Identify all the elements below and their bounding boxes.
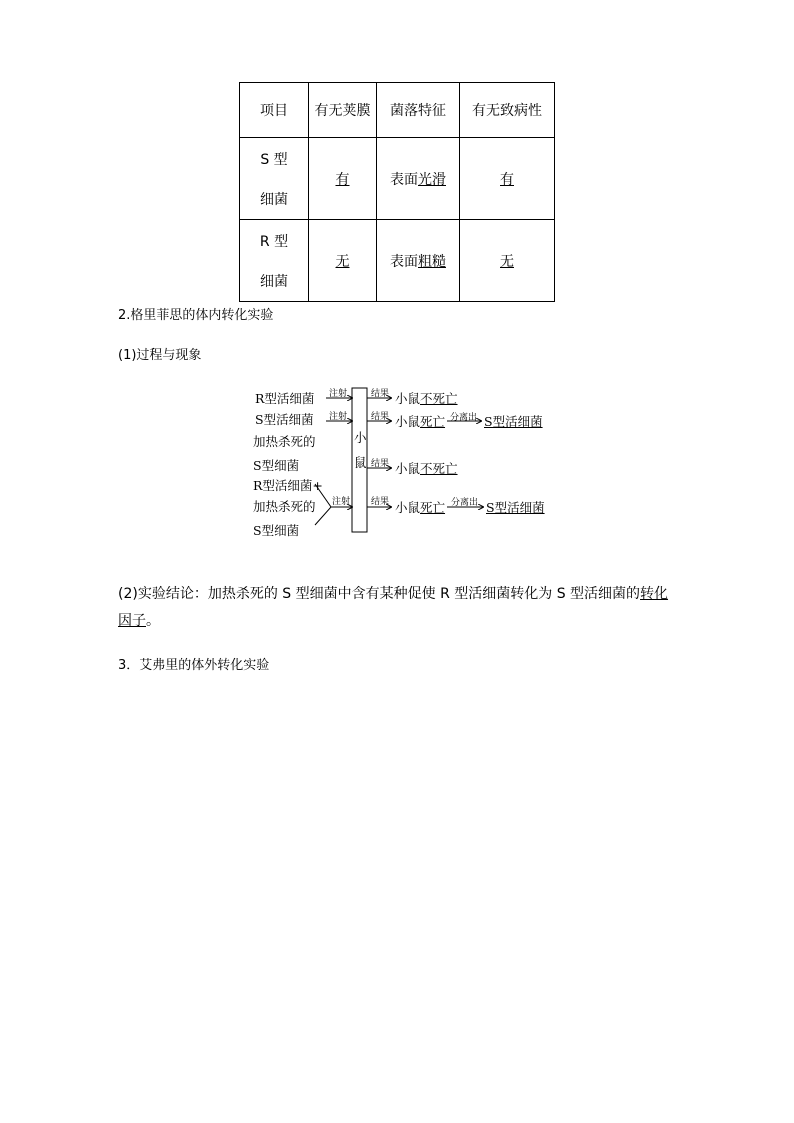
inject-label: 注射	[332, 497, 351, 507]
outcome-value: 死亡	[420, 500, 446, 515]
outcome-prefix: 小鼠	[395, 461, 421, 476]
result-label: 结果	[371, 497, 390, 507]
separate-label: 分离出	[450, 413, 478, 423]
pathogenic-value: 有	[500, 171, 514, 188]
outcome-value: 不死亡	[420, 391, 458, 406]
result-label: 结果	[371, 389, 390, 399]
capsule-value: 无	[335, 253, 350, 270]
input-s-live: S型活细菌	[255, 412, 314, 427]
outcome-value: 死亡	[420, 414, 446, 429]
bacteria-type-line1: S 型	[260, 151, 288, 168]
result-label: 结果	[371, 412, 390, 422]
result-label: 结果	[371, 459, 390, 469]
header-cell: 有无致病性	[460, 83, 555, 138]
pathogenic-value: 无	[500, 253, 514, 270]
colony-prefix: 表面	[390, 171, 418, 188]
mouse-label-2: 鼠	[354, 455, 367, 470]
bacteria-type-line1: R 型	[259, 233, 289, 250]
header-cell: 有无荚膜	[309, 83, 377, 138]
section3-title: 3．艾弗里的体外转化实验	[118, 658, 270, 673]
outcome	[395, 498, 445, 516]
outcome	[395, 459, 458, 477]
colony-prefix: 表面	[390, 253, 418, 270]
separate-label: 分离出	[451, 498, 479, 508]
outcome-value: 不死亡	[420, 461, 458, 476]
input-s-cells: S型细菌	[253, 458, 300, 473]
colony-value: 粗糙	[418, 253, 446, 270]
conclusion-text: (2)实验结论：加热杀死的 S 型细菌中含有某种促使 R 型活细菌转化为 S 型活细菌的	[118, 586, 641, 602]
section2-subtitle: (1)过程与现象	[118, 348, 202, 363]
conclusion-suffix: 。	[146, 613, 160, 629]
input-heat-killed: 加热杀死的	[253, 434, 316, 449]
input-heat-killed: 加热杀死的	[253, 499, 316, 514]
outcome-prefix: 小鼠	[395, 500, 421, 515]
mouse-label-1: 小	[354, 430, 367, 445]
outcome	[395, 412, 445, 430]
conclusion-keyword: 转化因子	[118, 586, 669, 629]
inject-label: 注射	[329, 389, 348, 399]
header-cell: 菌落特征	[377, 83, 460, 138]
outcome-prefix: 小鼠	[395, 414, 421, 429]
input-r-live-plus: R型活细菌+	[253, 478, 323, 493]
conclusion-paragraph	[118, 581, 678, 635]
isolated-s-live: S型活细菌	[484, 414, 543, 429]
header-cell: 项目	[240, 83, 309, 138]
outcome	[395, 389, 458, 407]
input-s-cells: S型细菌	[253, 523, 300, 538]
bacteria-type-line2: 细菌	[260, 191, 288, 208]
colony-value: 光滑	[418, 171, 446, 188]
input-r-live: R型活细菌	[255, 391, 315, 406]
bacteria-type-line2: 细菌	[260, 273, 288, 290]
outcome-prefix: 小鼠	[395, 391, 421, 406]
isolated-s-live: S型活细菌	[486, 500, 545, 515]
capsule-value: 有	[335, 171, 350, 188]
section2-title: 2.格里菲思的体内转化实验	[118, 308, 274, 323]
inject-label: 注射	[329, 412, 348, 422]
